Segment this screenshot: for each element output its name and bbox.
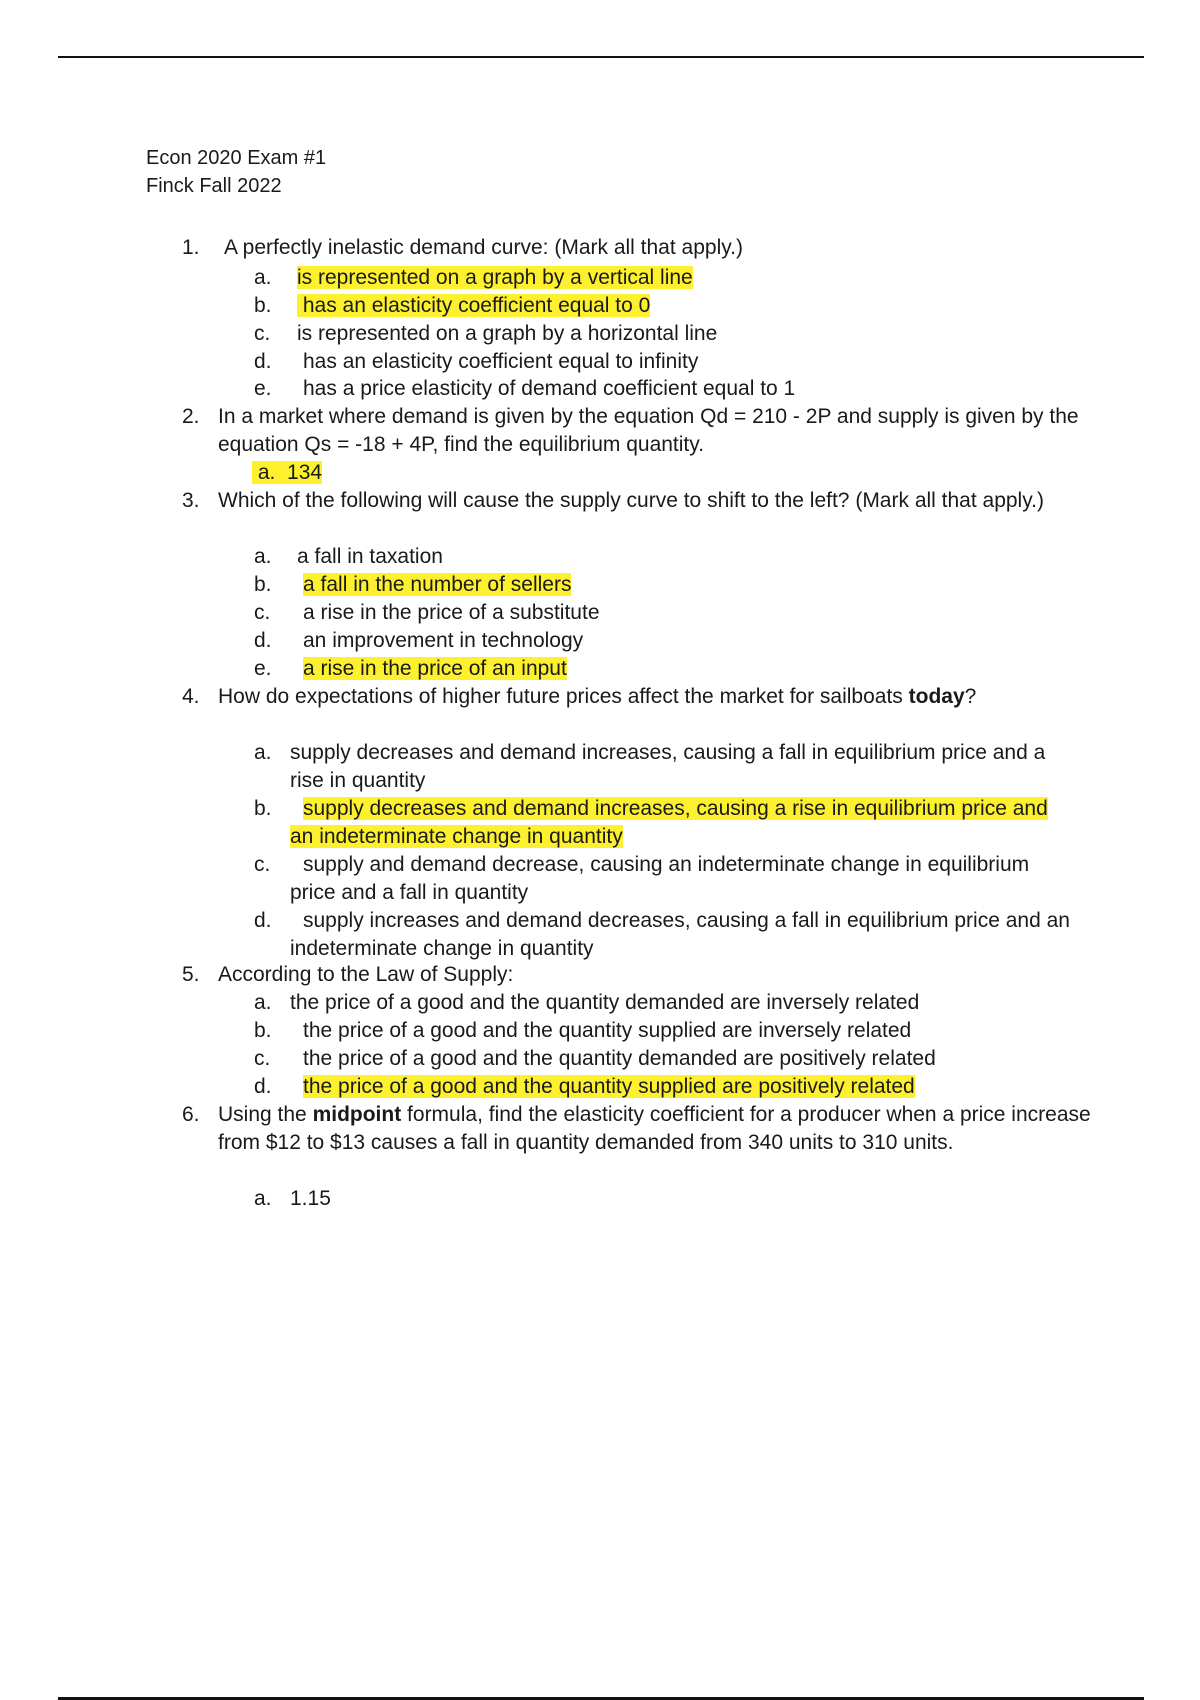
option-letter: d. [254, 350, 272, 373]
option-letter: a. [254, 266, 272, 289]
question-number: 6. [182, 1103, 200, 1126]
option-text: has an elasticity coefficient equal to 0 [302, 294, 651, 317]
option-text: 134 [287, 461, 323, 484]
option-letter: d. [254, 629, 272, 652]
option-text: the price of a good and the quantity supplied are inversely related [303, 1019, 912, 1042]
question-text-bold: midpoint [312, 1103, 402, 1126]
option-letter: c. [254, 853, 271, 876]
option-letter: b. [254, 1019, 272, 1042]
option-text: 1.15 [290, 1187, 331, 1210]
option-text: has an elasticity coefficient equal to infinity [303, 350, 699, 373]
option-text: an improvement in technology [303, 629, 584, 652]
option-letter: c. [254, 1047, 271, 1070]
option-letter: a. [254, 545, 272, 568]
option-text: the price of a good and the quantity demanded are inversely related [290, 991, 920, 1014]
option-text: has a price elasticity of demand coefficient equal to 1 [303, 377, 796, 400]
option-text-highlighted [297, 294, 650, 317]
option-text-highlighted: the price of a good and the quantity supplied are positively related [303, 1075, 915, 1098]
question-text [218, 683, 1088, 711]
option-letter: b. [254, 797, 272, 820]
option-letter: b. [254, 573, 272, 596]
question-number: 1. [182, 236, 200, 259]
question-number: 3. [182, 489, 200, 512]
option-text: is represented on a graph by a horizontal line [297, 322, 718, 345]
option-letter: b. [254, 294, 272, 317]
question-text-part: Using the [218, 1103, 313, 1126]
option-text-highlighted: a fall in the number of sellers [303, 573, 572, 596]
question-text-part: How do expectations of higher future prices affect the market for sailboats [218, 685, 909, 708]
option-text-highlighted: supply decreases and demand increases, causing a rise in equilibrium price and an indeterminate change in quantity [290, 797, 1048, 848]
option-text: supply decreases and demand increases, causing a fall in equilibrium price and a rise in quantity [290, 741, 1046, 792]
option-letter: d. [254, 1075, 272, 1098]
question-text [218, 1101, 1098, 1157]
option-text-highlighted: is represented on a graph by a vertical line [297, 266, 693, 289]
question-text-part: formula, find the elasticity coefficient for a producer when a price increase from $12 to $13 causes a fall in quantity demanded from 340 units to 310 units. [218, 1103, 1091, 1154]
option-letter: a. [254, 1187, 272, 1210]
option-letter: c. [254, 601, 271, 624]
option-letter: e. [254, 377, 272, 400]
exam-subtitle: Finck Fall 2022 [146, 175, 282, 197]
exam-title: Econ 2020 Exam #1 [146, 147, 327, 169]
option-letter: c. [254, 322, 271, 345]
option-text-highlighted: a rise in the price of an input [303, 657, 567, 680]
question-text: According to the Law of Supply: [218, 963, 514, 986]
question-number: 4. [182, 685, 200, 708]
question-text-bold: today [908, 685, 965, 708]
option-text: the price of a good and the quantity demanded are positively related [303, 1047, 936, 1070]
question-text-part: ? [964, 685, 977, 708]
option-letter: e. [254, 657, 272, 680]
question-text: In a market where demand is given by the equation Qd = 210 - 2P and supply is given by the equation Qs = -18 + 4P, find the equilibrium quantity. [218, 405, 1079, 456]
question-text: A perfectly inelastic demand curve: (Mark all that apply.) [224, 236, 744, 259]
option-text: supply and demand decrease, causing an indeterminate change in equilibrium price and a fall in quantity [290, 853, 1030, 904]
option-text: a rise in the price of a substitute [303, 601, 600, 624]
question-number: 5. [182, 963, 200, 986]
option-letter: a. [254, 991, 272, 1014]
question-text: Which of the following will cause the supply curve to shift to the left? (Mark all that apply.) [218, 489, 1044, 512]
option-letter: d. [254, 909, 272, 932]
option-letter: a. [257, 461, 276, 484]
option-text: supply increases and demand decreases, causing a fall in equilibrium price and an indeterminate change in quantity [290, 909, 1070, 960]
option-text: a fall in taxation [297, 545, 443, 568]
answer-highlighted [252, 461, 322, 484]
option-letter: a. [254, 741, 272, 764]
question-number: 2. [182, 405, 200, 428]
